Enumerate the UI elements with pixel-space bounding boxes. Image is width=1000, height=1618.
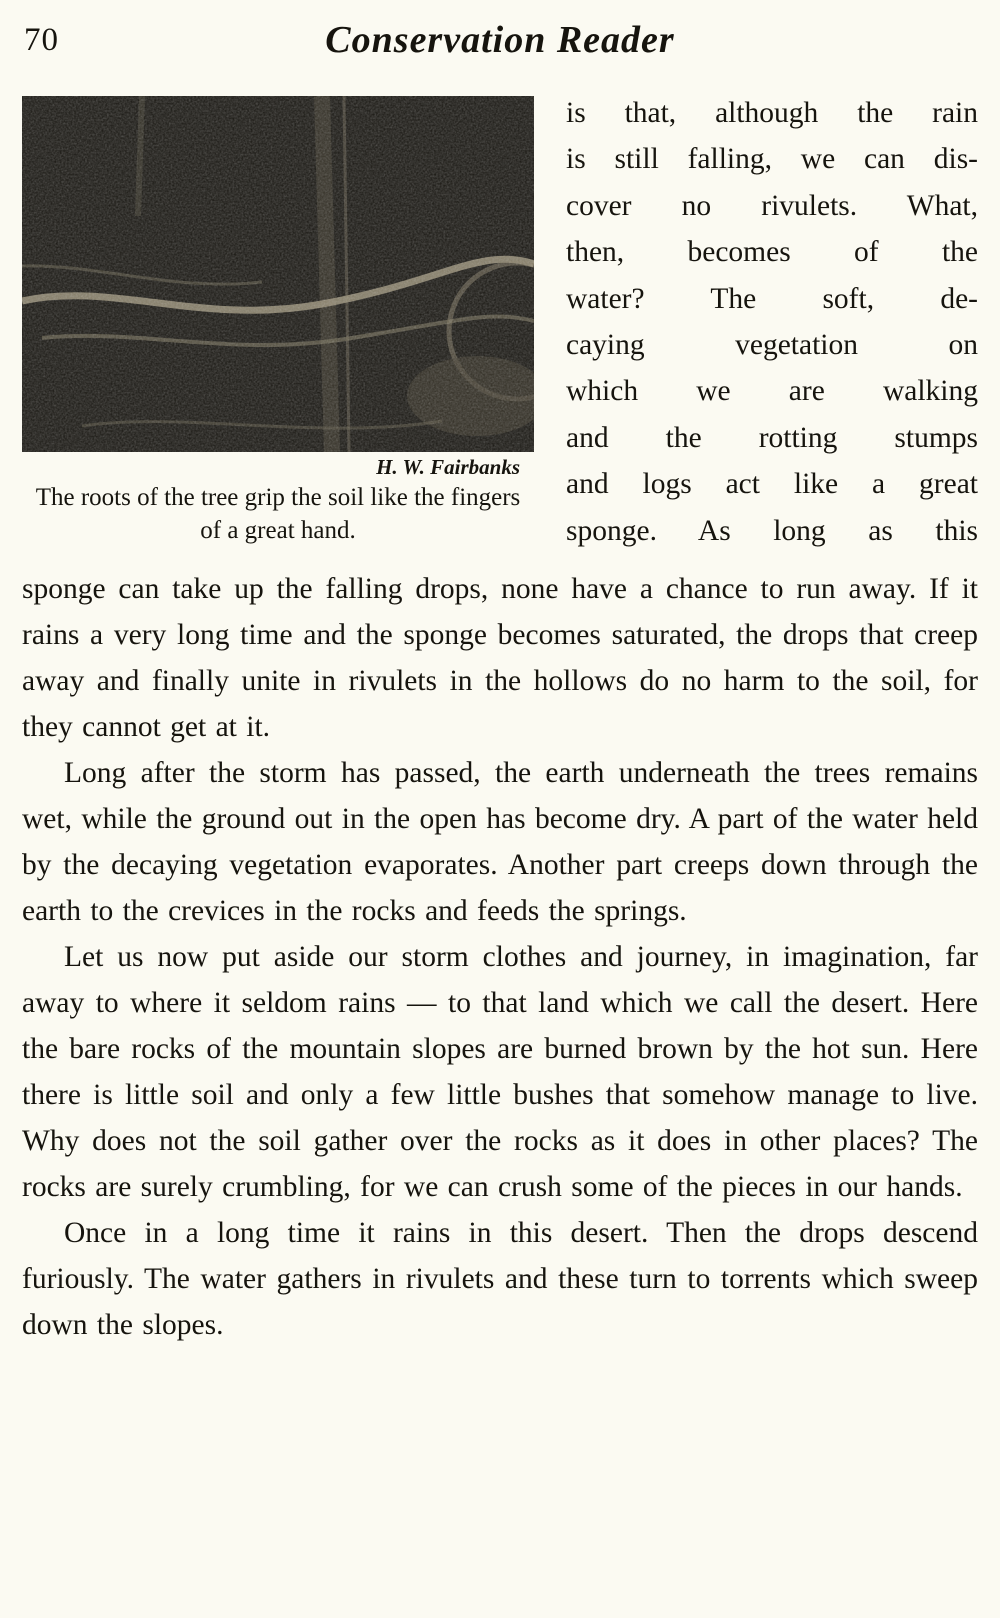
intro-line: and logs act like a great bbox=[566, 468, 978, 501]
photo-credit: H. W. Fairbanks bbox=[376, 455, 520, 479]
intro-line: then, becomes of the bbox=[566, 236, 978, 269]
intro-column bbox=[566, 90, 978, 554]
body-paragraph: Long after the storm has passed, the earth underneath the trees remains wet, while the ground out in the open has become dry. A part of the water held by the decaying vegetation evaporates. Another part creeps down through the earth to the crevices in the rocks and feeds the springs. bbox=[22, 757, 978, 928]
figure bbox=[22, 96, 534, 554]
body-text bbox=[22, 566, 978, 1348]
photo-caption: The roots of the tree grip the soil like the fingers of a great hand. bbox=[35, 484, 521, 544]
intro-line: cover no rivulets. What, bbox=[566, 189, 978, 222]
intro-line: and the rotting stumps bbox=[566, 421, 978, 454]
page-header bbox=[22, 10, 978, 80]
top-section bbox=[22, 96, 978, 554]
intro-line: which we are walking bbox=[566, 375, 978, 408]
page-number: 70 bbox=[24, 22, 59, 58]
body-paragraph: Once in a long time it rains in this desert. Then the drops descend furiously. The water gathers in rivulets and these turn to torrents which sweep down the slopes. bbox=[22, 1217, 978, 1342]
body-paragraph: Let us now put aside our storm clothes and journey, in imagination, far away to where it seldom rains — to that land which we call the desert. Here the bare rocks of the mountain slopes are burned brown by the hot sun. Here there is little soil and only a few little bushes that somehow manage to live. Why does not the soil gather over the rocks as it does in other places? The rocks are surely crumbling, for we can crush some of the pieces in our hands. bbox=[22, 941, 978, 1204]
intro-line: sponge. As long as this bbox=[566, 514, 978, 547]
body-paragraph: sponge can take up the falling drops, none have a chance to run away. If it rains a very long time and the sponge becomes saturated, the drops that creep away and finally unite in rivulets in the hollows do no harm to the soil, for they cannot get at it. bbox=[22, 573, 978, 744]
roots-photo-image bbox=[22, 96, 534, 452]
intro-line: is that, although the rain bbox=[566, 97, 978, 129]
roots-photo bbox=[22, 96, 534, 452]
intro-line: is still falling, we can dis- bbox=[566, 143, 978, 176]
intro-line: water? The soft, de- bbox=[566, 282, 978, 315]
page-title: Conservation Reader bbox=[325, 19, 675, 61]
intro-line: caying vegetation on bbox=[566, 329, 978, 362]
